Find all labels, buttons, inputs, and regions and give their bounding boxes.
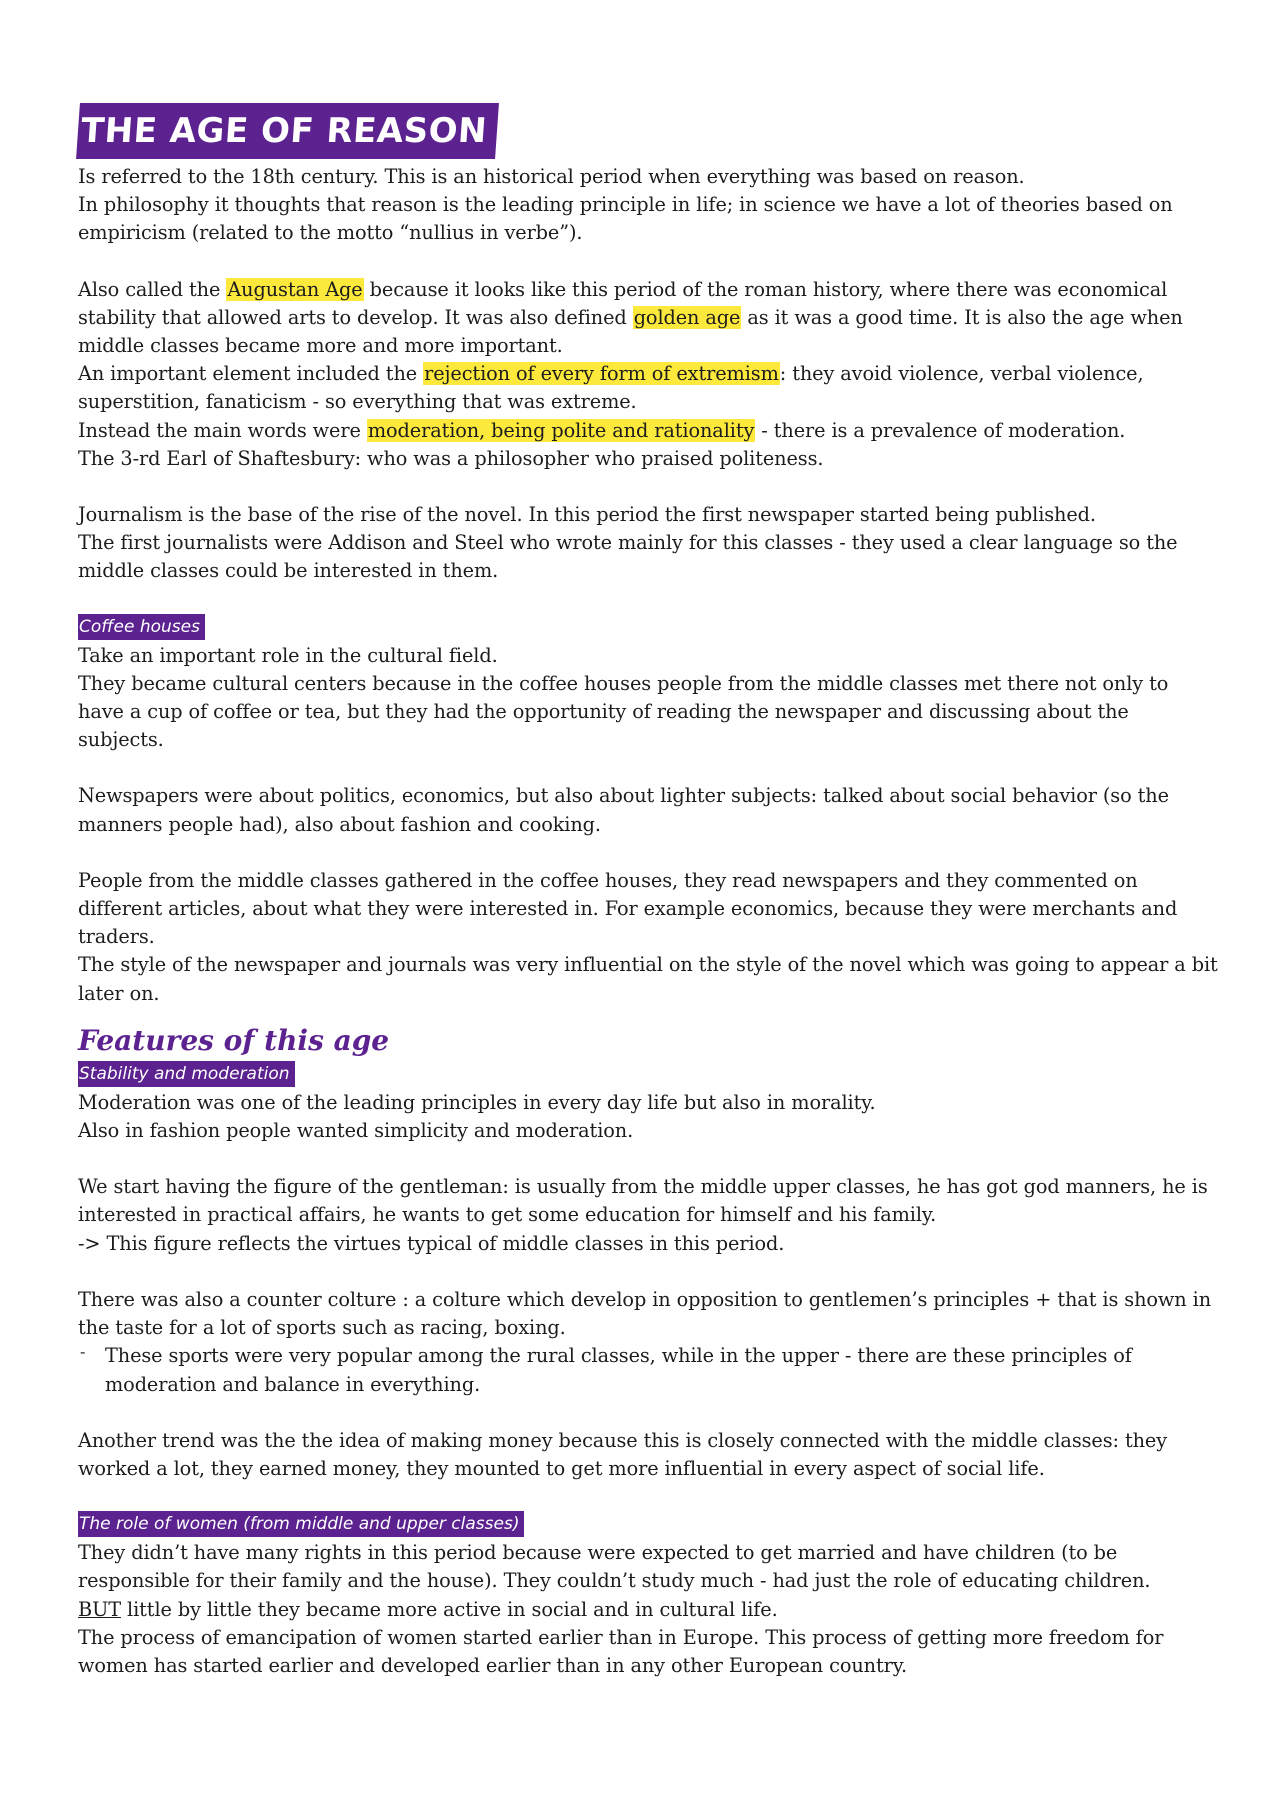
coffee-paragraph-3: Newspapers were about politics, economics, but also about lighter subjects: talked about social behavior (so the manners people had), also about fashion and cooking. xyxy=(78,784,1169,836)
coffee-paragraph-5: The style of the newspaper and journals was very influential on the style of the novel which was going to appear a bit later on. xyxy=(78,953,1218,1005)
intro-paragraph-1: Is referred to the 18th century. This is an historical period when everything was based on reason. xyxy=(78,165,1025,188)
coffee-heading-wrap xyxy=(78,614,1220,642)
list-item-text: These sports were very popular among the rural classes, while in the upper - there are these principles of moderation and balance in everything. xyxy=(105,1344,1132,1396)
features-paragraph-2: Also in fashion people wanted simplicity and moderation. xyxy=(78,1119,634,1143)
spacer xyxy=(78,754,1220,782)
stability-heading-wrap xyxy=(78,1061,1220,1089)
spacer xyxy=(78,1258,1220,1286)
coffee-houses-heading: Coffee houses xyxy=(78,614,205,640)
page-title: THE AGE OF REASON xyxy=(76,103,499,159)
augustan-paragraph xyxy=(78,276,1220,361)
augustan-text-3: as it was a good time. It is also the age when middle classes became more and more important. xyxy=(78,305,1183,358)
coffee-paragraph-1: Take an important role in the cultural field. xyxy=(78,643,498,667)
features-paragraph-4: -> This figure reflects the virtues typical of middle classes in this period. xyxy=(78,1231,785,1255)
journalism-paragraph-1: Journalism is the base of the rise of the novel. In this period the first newspaper started being published. xyxy=(78,503,1096,527)
list-dash: - xyxy=(80,1342,86,1362)
spacer xyxy=(78,1399,1220,1427)
highlight-augustan-age: Augustan Age xyxy=(227,277,363,301)
list-item xyxy=(78,1342,1220,1398)
shaftesbury-paragraph: The 3-rd Earl of Shaftesbury: who was a philosopher who praised politeness. xyxy=(78,446,824,470)
highlight-golden-age: golden age xyxy=(633,305,741,329)
women-paragraph-1: They didn’t have many rights in this period because were expected to get married and have children (to be responsible for their family and the house). They couldn’t study much - had just the role of educating children. xyxy=(78,1541,1151,1593)
spacer xyxy=(78,839,1220,867)
highlight-moderation: moderation, being polite and rationality xyxy=(367,418,755,442)
women-heading-wrap xyxy=(78,1511,1220,1539)
title-wrap xyxy=(78,103,1220,163)
coffee-paragraph-4: People from the middle classes gathered in the coffee houses, they read newspapers and they commented on different articles, about what they were interested in. For example economics, because they were merchants and traders. xyxy=(78,868,1178,949)
women-heading: The role of women (from middle and upper classes) xyxy=(78,1511,524,1537)
intro-paragraph-2: In philosophy it thoughts that reason is the leading principle in life; in science we have a lot of theories based on empiricism (related to the motto “nullius in verbe”). xyxy=(78,193,1173,245)
moderation-paragraph xyxy=(78,417,1220,445)
spacer xyxy=(78,586,1220,614)
coffee-paragraph-2: They became cultural centers because in the coffee houses people from the middle classes met there not only to have a cup of coffee or tea, but they had the opportunity of reading the newspaper and discussing about the subjects. xyxy=(78,671,1169,752)
augustan-text-2: because it looks like this period of the roman history, where there was economical stability that allowed arts to develop. It was also defined xyxy=(78,277,1168,329)
features-paragraph-6: Another trend was the the idea of making money because this is closely connected with the middle classes: they worked a lot, they earned money, they mounted to get more influential in every aspect of social life. xyxy=(78,1428,1168,1480)
features-paragraph-1: Moderation was one of the leading principles in every day life but also in morality. xyxy=(78,1090,876,1114)
moderation-text-1: Instead the main words were xyxy=(78,418,367,442)
spacer xyxy=(78,473,1220,501)
women-paragraph-2-text: little by little they became more active in social and in cultural life. xyxy=(120,1597,778,1621)
spacer xyxy=(78,1483,1220,1511)
features-heading: Features of this age xyxy=(78,1023,390,1057)
spacer xyxy=(78,1008,1220,1021)
women-paragraph-3: The process of emancipation of women started earlier than in Europe. This process of getting more freedom for women has started earlier and developed earlier than in any other European country. xyxy=(78,1625,1164,1677)
extremism-text-1: An important element included the xyxy=(78,362,424,386)
journalism-paragraph-2: The first journalists were Addison and Steel who wrote mainly for this classes - they used a clear language so the middle classes could be interested in them. xyxy=(78,531,1178,583)
features-paragraph-3: We start having the figure of the gentleman: is usually from the middle upper classes, he has got god manners, he is interested in practical affairs, he wants to get some education for himself and his family. xyxy=(78,1175,1208,1227)
spacer xyxy=(78,248,1220,276)
features-paragraph-5: There was also a counter colture : a colture which develop in opposition to gentlemen’s principles + that is shown in the taste for a lot of sports such as racing, boxing. xyxy=(78,1287,1212,1340)
underlined-but: BUT xyxy=(78,1597,121,1621)
extremism-text-2: : they avoid violence, verbal violence, superstition, fanaticism - so everything that was extreme. xyxy=(78,362,1144,414)
highlight-extremism: rejection of every form of extremism xyxy=(424,362,779,386)
augustan-text-1: Also called the xyxy=(78,277,227,301)
moderation-text-2: - there is a prevalence of moderation. xyxy=(755,418,1126,442)
spacer xyxy=(78,1145,1220,1173)
extremism-paragraph xyxy=(78,360,1220,416)
women-paragraph-2 xyxy=(78,1596,1220,1624)
stability-heading: Stability and moderation xyxy=(78,1061,295,1087)
